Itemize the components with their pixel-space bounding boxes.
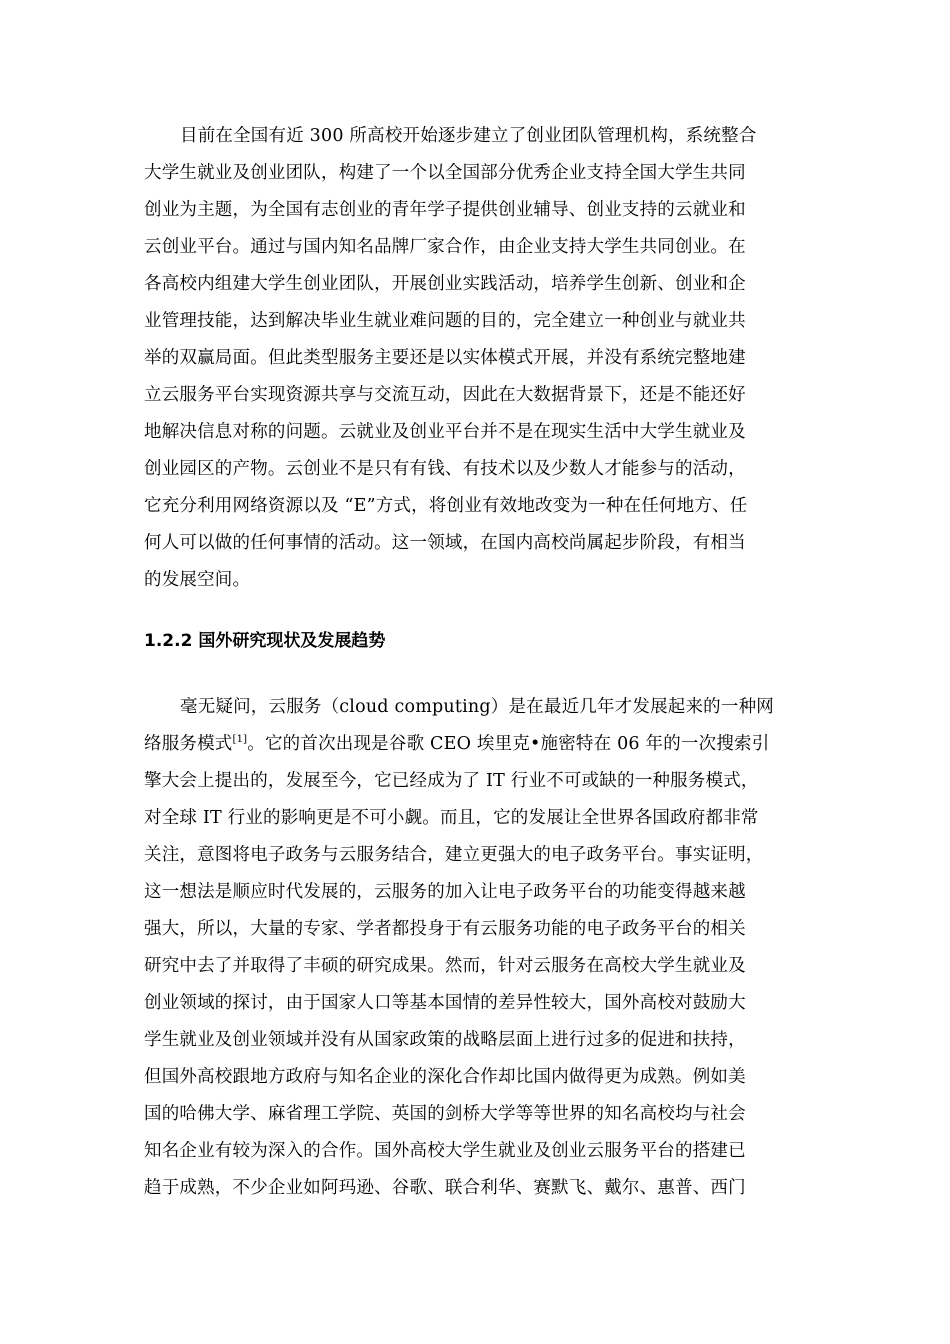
paragraph-line: 举的双赢局面。但此类型服务主要还是以实体模式开展，并没有系统完整地建 (144, 348, 746, 368)
line-text: 。它的首次出现是谷歌 CEO 埃里克•施密特在 06 年的一次搜索引 (247, 734, 770, 754)
paragraph-line: 研究中去了并取得了丰硕的研究成果。然而，针对云服务在高校大学生就业及 (144, 956, 746, 976)
paragraph-line: 业管理技能，达到解决毕业生就业难问题的目的，完全建立一种创业与就业共 (144, 311, 746, 331)
citation-ref[interactable]: [1] (232, 734, 248, 746)
paragraph-line: 地解决信息对称的问题。云就业及创业平台并不是在现实生活中大学生就业及 (144, 422, 746, 442)
paragraph-line: 毫无疑问，云服务（cloud computing）是在最近几年才发展起来的一种网 (180, 697, 774, 717)
paragraph-line: 云创业平台。通过与国内知名品牌厂家合作，由企业支持大学生共同创业。在 (144, 237, 746, 257)
paragraph-line: 学生就业及创业领域并没有从国家政策的战略层面上进行过多的促进和扶持， (144, 1030, 746, 1050)
paragraph-line: 目前在全国有近 300 所高校开始逐步建立了创业团队管理机构，系统整合 (180, 126, 757, 146)
paragraph-line-with-citation (144, 726, 774, 763)
paragraph-line: 各高校内组建大学生创业团队，开展创业实践活动，培养学生创新、创业和企 (144, 274, 746, 294)
paragraph-line: 对全球 IT 行业的影响更是不可小觑。而且，它的发展让全世界各国政府都非常 (144, 808, 759, 828)
section-heading: 1.2.2 国外研究现状及发展趋势 (144, 631, 386, 651)
body-paragraph-foreign-research (144, 689, 774, 1207)
paragraph-line: 擎大会上提出的，发展至今，它已经成为了 IT 行业不可或缺的一种服务模式， (144, 771, 759, 791)
paragraph-line: 创业园区的产物。云创业不是只有有钱、有技术以及少数人才能参与的活动， (144, 459, 746, 479)
paragraph-line: 关注，意图将电子政务与云服务结合，建立更强大的电子政务平台。事实证明， (144, 845, 764, 865)
paragraph-line: 强大，所以，大量的专家、学者都投身于有云服务功能的电子政务平台的相关 (144, 919, 746, 939)
paragraph-line: 的发展空间。 (144, 570, 251, 590)
paragraph-line: 立云服务平台实现资源共享与交流互动，因此在大数据背景下，还是不能还好 (144, 385, 746, 405)
paragraph-line: 这一想法是顺应时代发展的，云服务的加入让电子政务平台的功能变得越来越 (144, 882, 746, 902)
paragraph-line: 何人可以做的任何事情的活动。这一领域，在国内高校尚属起步阶段，有相当 (144, 533, 746, 553)
paragraph-line: 知名企业有较为深入的合作。国外高校大学生就业及创业云服务平台的搭建已 (144, 1141, 746, 1161)
paragraph-line: 创业领域的探讨，由于国家人口等基本国情的差异性较大，国外高校对鼓励大 (144, 993, 746, 1013)
paragraph-line: 但国外高校跟地方政府与知名企业的深化合作却比国内做得更为成熟。例如美 (144, 1067, 746, 1087)
paragraph-line: 国的哈佛大学、麻省理工学院、英国的剑桥大学等等世界的知名高校均与社会 (144, 1104, 746, 1124)
body-paragraph-intro (144, 118, 757, 599)
line-text: 络服务模式 (144, 734, 233, 754)
paragraph-line: 它充分利用网络资源以及 “E”方式，将创业有效地改变为一种在任何地方、任 (144, 496, 748, 516)
paragraph-line: 趋于成熟，不少企业如阿玛逊、谷歌、联合利华、赛默飞、戴尔、惠普、西门 (144, 1178, 746, 1198)
paragraph-line: 大学生就业及创业团队，构建了一个以全国部分优秀企业支持全国大学生共同 (144, 163, 746, 183)
paragraph-line: 创业为主题，为全国有志创业的青年学子提供创业辅导、创业支持的云就业和 (144, 200, 746, 220)
